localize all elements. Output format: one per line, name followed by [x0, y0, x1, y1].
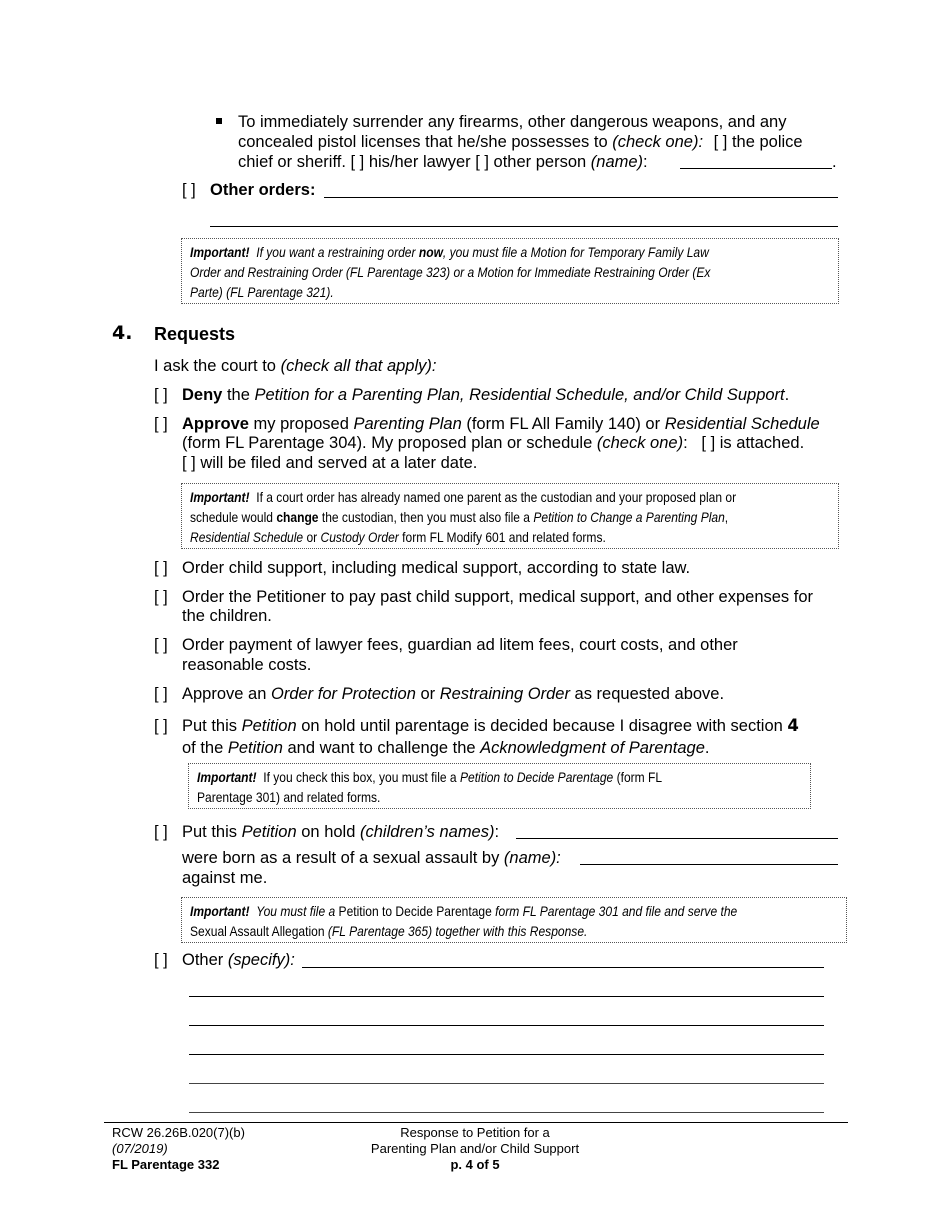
- deny-text: Deny the Petition for a Parenting Plan, Residential Schedule, and/or Child Support.: [182, 386, 790, 404]
- other-orders-field-1[interactable]: [324, 197, 838, 198]
- other-label: Other (specify):: [182, 951, 295, 969]
- other-orders-label: Other orders:: [210, 181, 316, 199]
- past-support-line-2: the children.: [182, 607, 272, 625]
- important-restraining-box: Important! If you want a restraining order now, you must file a Motion for Temporary Family Law Order and Restraining Order (FL Parentage 323) or a Motion for Immediate Restraining Order (Ex Parte) (FL Parentage 321).: [181, 238, 839, 304]
- other-orders-checkbox[interactable]: [ ]: [182, 181, 196, 199]
- important-label: Important!: [190, 489, 250, 505]
- period: .: [832, 153, 837, 171]
- footer-rcw: RCW 26.26B.020(7)(b): [112, 1125, 245, 1140]
- requests-intro: I ask the court to (check all that apply):: [154, 357, 437, 375]
- hold-children-line-3: against me.: [182, 869, 268, 887]
- fees-line-1: Order payment of lawyer fees, guardian ad litem fees, court costs, and other: [182, 636, 738, 654]
- section-title: Requests: [154, 324, 236, 344]
- approve-checkbox[interactable]: [ ]: [154, 415, 168, 433]
- children-names-field[interactable]: [516, 838, 838, 839]
- footer-date: (07/2019): [112, 1141, 168, 1156]
- other-field-5[interactable]: [189, 1083, 824, 1084]
- firearms-line-2: concealed pistol licenses that he/she possesses to (check one): [ ] the police: [238, 133, 803, 151]
- child-support-checkbox[interactable]: [ ]: [154, 559, 168, 577]
- past-support-line-1: Order the Petitioner to pay past child support, medical support, and other expenses for: [182, 588, 814, 606]
- other-person-name-field[interactable]: [680, 168, 832, 169]
- hold-parentage-line-2: of the Petition and want to challenge the Acknowledgment of Parentage.: [182, 739, 710, 757]
- section-number: 4.: [112, 322, 133, 344]
- footer-title-2: Parenting Plan and/or Child Support: [370, 1141, 580, 1156]
- hold-parentage-checkbox[interactable]: [ ]: [154, 717, 168, 735]
- footer-divider: [104, 1122, 848, 1123]
- other-orders-field-2[interactable]: [210, 226, 838, 227]
- important-assault-box: Important! You must file a Petition to Decide Parentage form FL Parentage 301 and file and serve the Sexual Assault Allegation (FL Parentage 365) together with this Response.: [181, 897, 847, 943]
- hold-children-line-1: Put this Petition on hold (children’s names):: [182, 823, 500, 841]
- protection-checkbox[interactable]: [ ]: [154, 685, 168, 703]
- footer-form-number: FL Parentage 332: [112, 1157, 220, 1172]
- fees-line-2: reasonable costs.: [182, 656, 312, 674]
- child-support-text: Order child support, including medical support, according to state law.: [182, 559, 691, 577]
- other-field-2[interactable]: [189, 996, 824, 997]
- hold-parentage-line-1: Put this Petition on hold until parentage is decided because I disagree with section 4: [182, 716, 799, 735]
- footer-page-number: p. 4 of 5: [450, 1157, 500, 1172]
- approve-line-1: Approve my proposed Parenting Plan (form FL All Family 140) or Residential Schedule: [182, 415, 820, 433]
- other-checkbox[interactable]: [ ]: [154, 951, 168, 969]
- protection-text: Approve an Order for Protection or Restraining Order as requested above.: [182, 685, 725, 703]
- bullet-icon: [216, 118, 222, 124]
- hold-children-line-2: were born as a result of a sexual assault by (name):: [182, 849, 561, 867]
- firearms-line-3: chief or sheriff. [ ] his/her lawyer [ ] other person (name):: [238, 153, 648, 171]
- deny-checkbox[interactable]: [ ]: [154, 386, 168, 404]
- approve-line-2: (form FL Parentage 304). My proposed plan or schedule (check one): [ ] is attached.: [182, 434, 805, 452]
- other-field-3[interactable]: [189, 1025, 824, 1026]
- approve-line-3[interactable]: [ ] will be filed and served at a later date.: [182, 454, 478, 472]
- firearms-line-1: To immediately surrender any firearms, other dangerous weapons, and any: [238, 113, 787, 131]
- assault-name-field[interactable]: [580, 864, 838, 865]
- hold-children-checkbox[interactable]: [ ]: [154, 823, 168, 841]
- past-support-checkbox[interactable]: [ ]: [154, 588, 168, 606]
- important-label: Important!: [190, 903, 250, 919]
- important-label: Important!: [197, 769, 257, 785]
- fees-checkbox[interactable]: [ ]: [154, 636, 168, 654]
- other-field-1[interactable]: [302, 967, 824, 968]
- important-custodian-box: Important! If a court order has already named one parent as the custodian and your proposed plan or schedule would change the custodian, then you must also file a Petition to Change a Parenting Plan, Residential Schedule or Custody Order form FL Modify 601 and related forms.: [181, 483, 839, 549]
- other-field-4[interactable]: [189, 1054, 824, 1055]
- important-decide-box: Important! If you check this box, you must file a Petition to Decide Parentage (form FL Parentage 301) and related forms.: [188, 763, 811, 809]
- other-field-6[interactable]: [189, 1112, 824, 1113]
- important-label: Important!: [190, 244, 250, 260]
- footer-title-1: Response to Petition for a: [400, 1125, 550, 1140]
